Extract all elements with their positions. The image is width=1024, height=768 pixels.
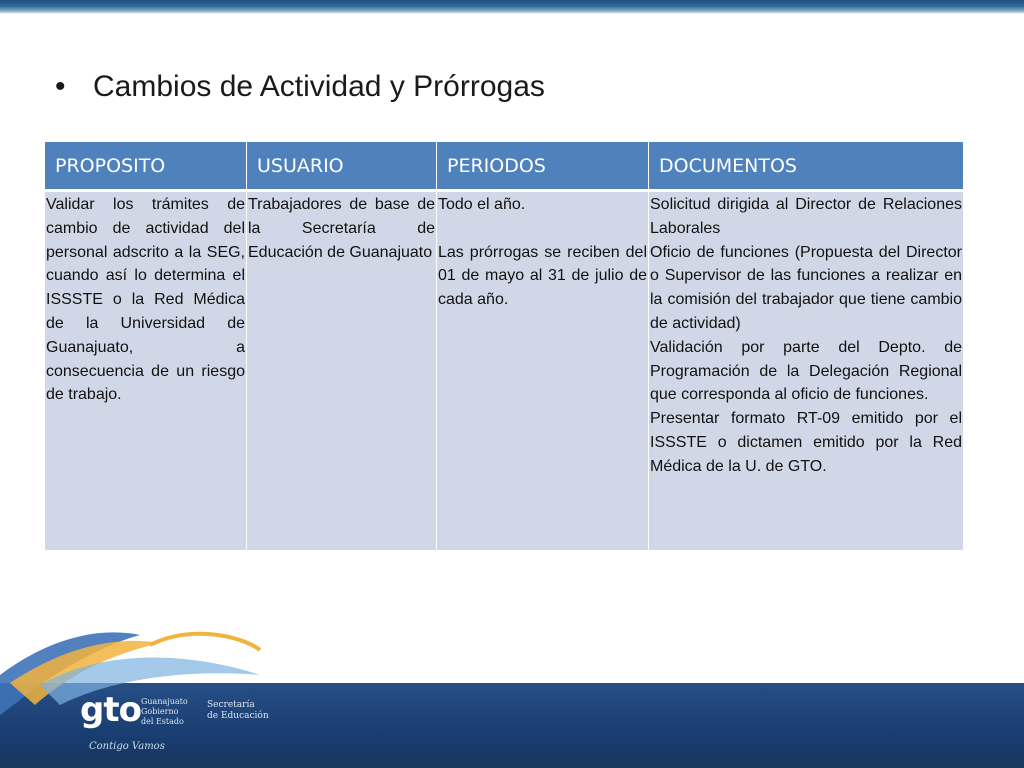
edu-line-1: Secretaría [207, 700, 255, 710]
requirements-table [44, 141, 964, 551]
slogan: Contigo Vamos [89, 741, 165, 752]
table-header-row [45, 142, 964, 191]
government-label [141, 697, 188, 727]
usuario-text: Trabajadores de base de la Secretaría de Educación de Guanajuato [248, 196, 435, 261]
title-bullet: • [55, 70, 66, 103]
cell-periodos [437, 191, 649, 551]
proposito-text: Validar los trámites de cambio de actividad del personal adscrito a la SEG, cuando así lo determina el ISSSTE o la Red Médica de la Universidad de Guanajuato, a consecuencia de un riesgo de trabajo. [46, 196, 245, 404]
header-documentos: DOCUMENTOS [649, 142, 964, 191]
periodos-line-1: Todo el año. [438, 196, 526, 213]
table-row [45, 191, 964, 551]
header-proposito: PROPOSITO [45, 142, 247, 191]
gto-logo: gto [80, 690, 141, 730]
header-usuario: USUARIO [247, 142, 437, 191]
periodos-line-2: Las prórrogas se reciben del 01 de mayo al 31 de julio de cada año. [438, 243, 647, 309]
gov-line-2: Gobierno [141, 707, 179, 716]
documentos-item-1: Solicitud dirigida al Director de Relaciones Laborales [650, 196, 962, 237]
cell-usuario [247, 191, 437, 551]
gov-line-3: del Estado [141, 717, 184, 726]
documentos-item-2: Oficio de funciones (Propuesta del Director o Supervisor de las funciones a realizar en la comisión del trabajador que tiene cambio de actividad) [650, 243, 962, 332]
header-periodos: PERIODOS [437, 142, 649, 191]
slide-title [55, 70, 545, 104]
documentos-item-4: Presentar formato RT-09 emitido por el ISSSTE o dictamen emitido por la Red Médica de la U. de GTO. [650, 410, 962, 475]
gov-line-1: Guanajuato [141, 697, 188, 706]
footer-bottom-strip [0, 758, 1024, 768]
title-text: Cambios de Actividad y Prórrogas [93, 70, 545, 103]
cell-proposito [45, 191, 247, 551]
secretaria-label [207, 700, 269, 722]
edu-line-2: de Educación [207, 711, 269, 721]
cell-documentos [649, 191, 964, 551]
top-decorative-bar [0, 0, 1024, 14]
documentos-item-3: Validación por parte del Depto. de Programación de la Delegación Regional que corresponda al oficio de funciones. [650, 338, 962, 404]
